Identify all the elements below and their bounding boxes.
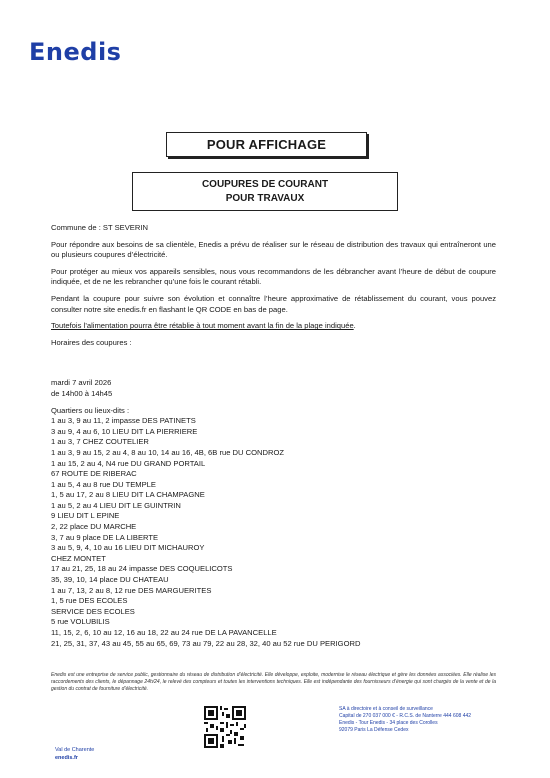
footer-line: 92079 Paris La Défense Cedex — [339, 727, 409, 733]
list-item: CHEZ MONTET — [51, 553, 106, 563]
legal-notice: Enedis est une entreprise de service public, gestionnaire du réseau de distribution d’électricité. Elle développe, exploite, modernise le réseau électrique et gère les données associées. Elle réalise les raccordements des clients, le dépannage 24h/24, le relevé des compteurs et toutes les interventions techniques. Elle est indépendante des fournisseurs d’énergie qui sont chargés de la vente et de la gestion du contrat de fourniture d’électricité. — [51, 672, 496, 692]
list-item: 9 LIEU DIT L EPINE — [51, 511, 120, 521]
footer-line: Capital de 270 037 000 € - R.C.S. de Nanterre 444 608 442 — [339, 713, 472, 719]
title-box — [132, 172, 398, 211]
list-item: 21, 25, 31, 37, 43 au 45, 55 au 65, 69, 73 au 79, 22 au 28, 32, 40 au 52 rue DU PERIGORD — [51, 638, 361, 648]
list-item: 3 au 9, 4 au 6, 10 LIEU DIT LA PIERRIERE — [51, 426, 198, 436]
logo-text: Enedis — [29, 38, 122, 66]
list-item: 1 au 7, 13, 2 au 8, 12 rue DES MARGUERITES — [51, 585, 212, 595]
list-item: SERVICE DES ECOLES — [51, 606, 135, 616]
footer-line: Enedis - Tour Enedis - 34 place des Corolles — [339, 720, 438, 726]
list-item: 1, 5 rue DES ECOLES — [51, 596, 128, 606]
notice-body — [51, 223, 496, 649]
paragraph-1: Pour répondre aux besoins de sa clientèle, Enedis a prévu de réaliser sur le réseau de distribution des travaux qui entraîneront une ou plusieurs coupures d’électricité. — [51, 239, 496, 260]
qr-code-icon[interactable] — [204, 706, 246, 748]
footer-right — [339, 706, 471, 734]
list-item: 35, 39, 10, 14 place DU CHATEAU — [51, 575, 169, 585]
title-line-1: COUPURES DE COURANT — [201, 179, 329, 190]
list-item: 3, 7 au 9 place DE LA LIBERTE — [51, 532, 159, 542]
footer-left — [55, 746, 94, 762]
warning-line — [51, 321, 496, 332]
paragraph-2: Pour protéger au mieux vos appareils sensibles, nous vous recommandons de les débrancher avant l’heure de début de coupure indiquée, et de ne les rebrancher qu’une fois le courant rétabli. — [51, 266, 496, 287]
footer-region: Val de Charente — [55, 747, 95, 753]
warning-end: . — [353, 321, 356, 331]
footer-website-link[interactable]: enedis.fr — [55, 755, 78, 761]
list-item: 3 au 5, 9, 4, 10 au 16 LIEU DIT MICHAUROY — [51, 543, 205, 553]
list-item: 1 au 5, 4 au 8 rue DU TEMPLE — [51, 479, 156, 489]
commune: Commune de : ST SEVERIN — [51, 223, 148, 232]
coupure-date: mardi 7 avril 2026 — [51, 378, 112, 388]
list-item: 1 au 3, 9 au 15, 2 au 4, 8 au 10, 14 au 16, 4B, 6B rue DU CONDROZ — [51, 447, 285, 457]
list-item: 1, 5 au 17, 2 au 8 LIEU DIT LA CHAMPAGNE — [51, 490, 205, 500]
footer-line: SA à directoire et à conseil de surveillance — [339, 706, 433, 712]
paragraph-3: Pendant la coupure pour suivre son évolution et connaître l’heure approximative de rétablissement du courant, vous pouvez consulter notre site enedis.fr en flashant le QR CODE en bas de page. — [51, 293, 496, 314]
list-item: 5 rue VOLUBILIS — [51, 617, 110, 627]
list-item: 67 ROUTE DE RIBERAC — [51, 469, 137, 479]
list-item: 1 au 5, 2 au 4 LIEU DIT LE GUINTRIN — [51, 500, 181, 510]
affichage-label: POUR AFFICHAGE — [206, 137, 327, 152]
coupure-time: de 14h00 à 14h45 — [51, 388, 113, 398]
list-item: 2, 22 place DU MARCHE — [51, 522, 137, 532]
horaires-label: Horaires des coupures : — [51, 337, 132, 347]
list-item: 1 au 3, 7 CHEZ COUTELIER — [51, 437, 149, 447]
list-item: 17 au 21, 25, 18 au 24 impasse DES COQUELICOTS — [51, 564, 233, 574]
quartiers-label: Quartiers ou lieux-dits : — [51, 405, 130, 415]
quartiers-list — [51, 416, 496, 649]
title-line-2: POUR TRAVAUX — [225, 193, 305, 204]
warning-text: Toutefois l’alimentation pourra être rétablie à tout moment avant la fin de la plage indiquée — [51, 321, 354, 331]
enedis-logo — [29, 38, 122, 66]
list-item: 1 au 15, 2 au 4, N4 rue DU GRAND PORTAIL — [51, 458, 206, 468]
list-item: 1 au 3, 9 au 11, 2 impasse DES PATINETS — [51, 416, 196, 426]
list-item: 11, 15, 2, 6, 10 au 12, 16 au 18, 22 au 24 rue DE LA PAVANCELLE — [51, 628, 277, 637]
affichage-banner — [166, 132, 367, 157]
